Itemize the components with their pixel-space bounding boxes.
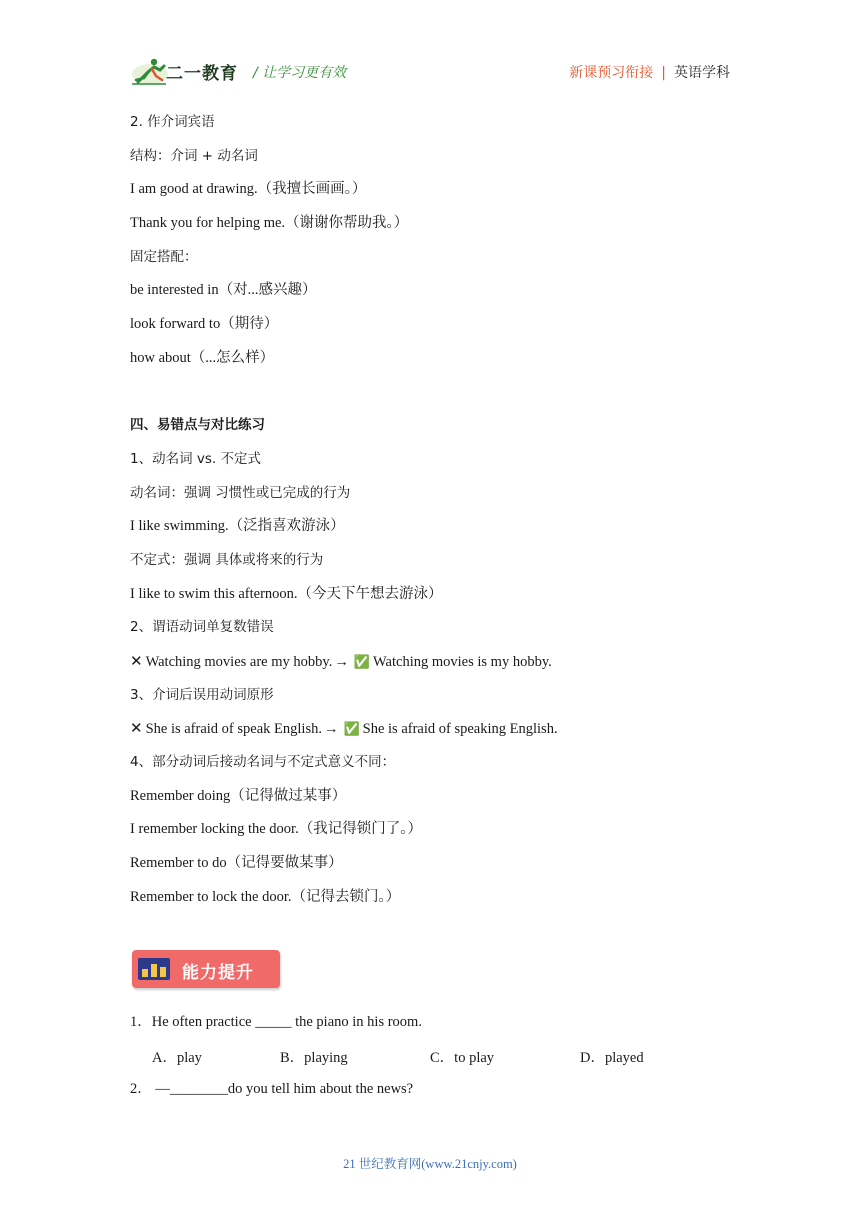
correction-line: [130, 651, 750, 671]
text-line: 2、谓语动词单复数错误: [130, 619, 274, 636]
header-slogan: / 让学习更有效: [253, 65, 347, 81]
text-line: I remember locking the door.（我记得锁门了。）: [130, 821, 422, 838]
correct-sentence: Watching movies is my hobby.: [373, 654, 552, 670]
header-right: [569, 62, 730, 82]
text-line: 固定搭配：: [130, 248, 198, 265]
arrow-icon: →: [334, 654, 349, 670]
page-footer: 21 世纪教育网(www.21cnjy.com): [343, 1157, 517, 1171]
text-line: 不定式：强调 具体或将来的行为: [130, 551, 324, 568]
text-line: I like swimming.（泛指喜欢游泳）: [130, 518, 345, 535]
section-banner: [132, 950, 280, 988]
section-spacer: [130, 382, 750, 416]
text-line: be interested in（对...感兴趣）: [130, 282, 317, 299]
text-line: 结构：介词 + 动名词: [130, 147, 258, 164]
wrong-sentence: She is afraid of speak English.: [145, 721, 322, 738]
check-mark-icon: ✅: [343, 722, 360, 738]
check-mark-icon: ✅: [353, 655, 371, 670]
text-line: Thank you for helping me.（谢谢你帮助我。）: [130, 215, 409, 232]
header-course-label: 新课预习衔接: [569, 65, 654, 81]
text-line: Remember doing（记得做过某事）: [130, 787, 347, 804]
section-heading: 四、易错点与对比练习: [130, 417, 265, 434]
exercise-questions: [130, 1012, 750, 1113]
question-options: [130, 1046, 750, 1066]
banner-title: 能力提升: [182, 963, 254, 983]
text-line: 4、部分动词后接动名词与不定式意义不同：: [130, 754, 396, 771]
document-body: [130, 112, 750, 921]
text-line: look forward to（期待）: [130, 316, 279, 333]
answer-option[interactable]: B．playing: [280, 1049, 348, 1066]
text-line: 3、介词后误用动词原形: [130, 686, 274, 703]
text-line: 1、动名词 vs. 不定式: [130, 450, 261, 467]
text-line: 2. 作介词宾语: [130, 114, 215, 130]
text-line: Remember to do（记得要做某事）: [130, 855, 343, 872]
page-header: [130, 52, 730, 92]
logo-text: 二一教育: [166, 64, 238, 84]
header-subject: 英语学科: [674, 65, 730, 81]
banner-chart-icon: [138, 958, 170, 980]
text-line: I am good at drawing.（我擅长画画。）: [130, 181, 367, 198]
text-line: how about（...怎么样）: [130, 349, 275, 366]
wrong-mark-icon: ✕: [130, 719, 143, 738]
correction-line: [130, 718, 750, 738]
answer-option[interactable]: A．play: [152, 1049, 202, 1066]
wrong-mark-icon: ✕: [130, 652, 143, 670]
arrow-icon: →: [323, 721, 339, 738]
answer-option[interactable]: C．to play: [430, 1049, 495, 1066]
text-line: I like to swim this afternoon.（今天下午想去游泳）: [130, 585, 443, 602]
text-line: 动名词：强调 习惯性或已完成的行为: [130, 484, 351, 501]
header-separator: |: [661, 65, 666, 81]
correct-sentence: She is afraid of speaking English.: [362, 721, 558, 738]
text-line: Remember to lock the door.（记得去锁门。）: [130, 888, 401, 905]
wrong-sentence: Watching movies are my hobby.: [145, 654, 333, 670]
question-stem: 1．He often practice _____ the piano in his room.: [130, 1014, 422, 1030]
answer-option[interactable]: D．played: [580, 1049, 644, 1066]
question-stem: 2． —________do you tell him about the news?: [130, 1081, 414, 1098]
